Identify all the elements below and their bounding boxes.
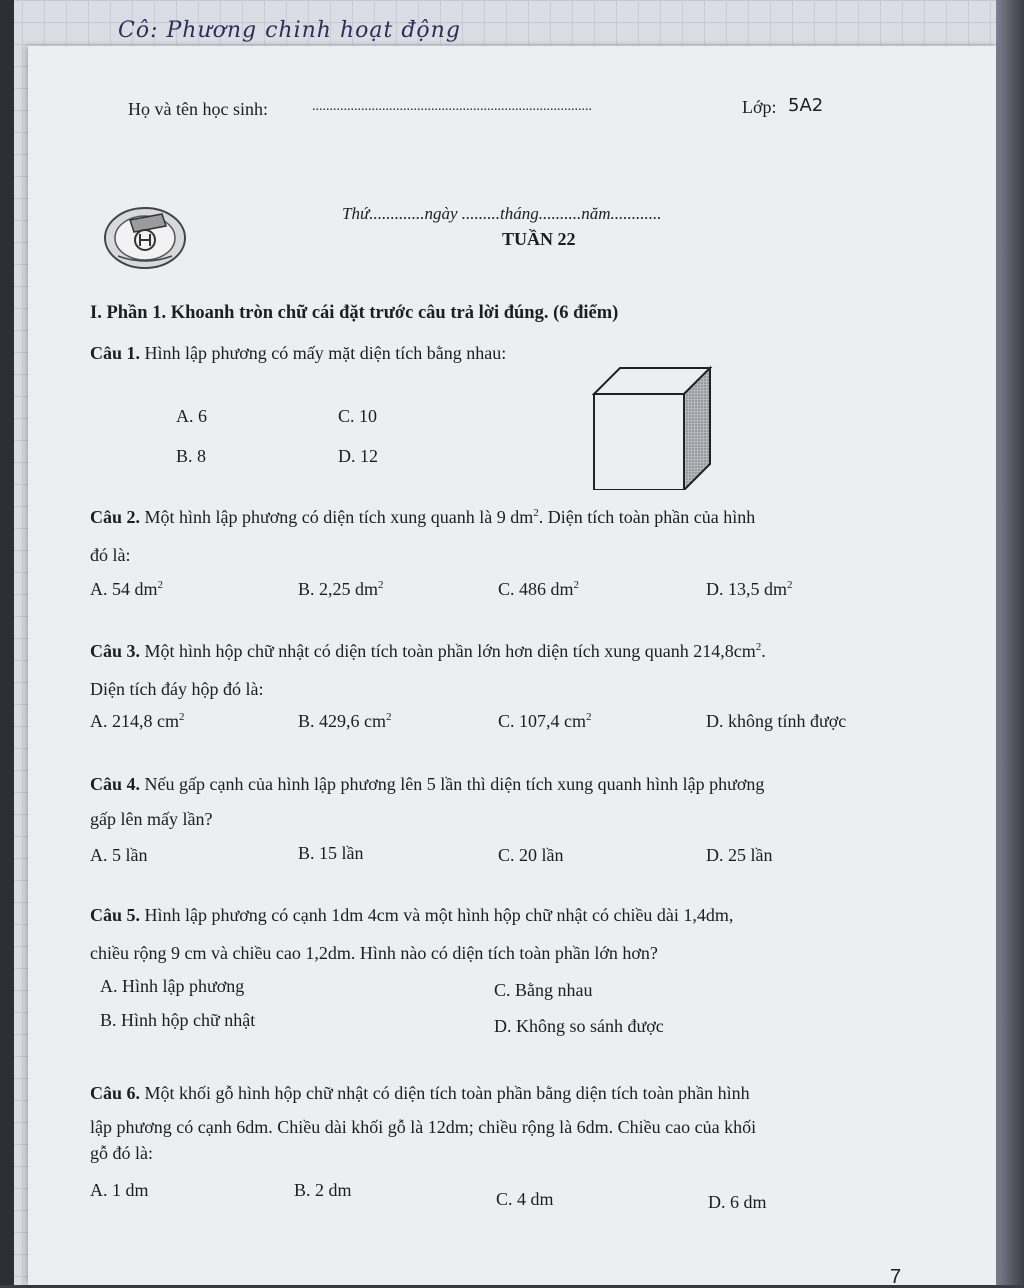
q5-option-b[interactable]: B. Hình hộp chữ nhật: [100, 1010, 256, 1030]
date-line: Thứ.............ngày .........tháng..........năm............: [342, 204, 662, 223]
question-2-text-b: . Diện tích toàn phần của hình: [538, 507, 756, 527]
question-4-label: Câu 4.: [90, 774, 141, 794]
question-5-label: Câu 5.: [90, 905, 141, 925]
q2-option-c[interactable]: C. 486 $dm^2$: [498, 579, 580, 599]
q2-sup: 2: [533, 507, 539, 519]
question-6-text: Một khối gỗ hình hộp chữ nhật có diện tích toàn phần bằng diện tích toàn phần hình: [144, 1083, 750, 1103]
q4-option-b[interactable]: B. 15 lần: [298, 843, 364, 863]
question-1-label: Câu 1.: [90, 343, 141, 363]
question-6-label: Câu 6.: [90, 1083, 141, 1103]
question-3-label: Câu 3.: [90, 641, 141, 661]
question-3-line-2: Diện tích đáy hộp đó là:: [90, 679, 264, 699]
class-label: Lớp:: [742, 97, 777, 117]
question-2-text-a: Một hình lập phương có diện tích xung quanh là 9 dm: [144, 507, 534, 527]
q5-option-c[interactable]: C. Bằng nhau: [494, 980, 593, 1000]
week-title: TUẦN 22: [502, 229, 576, 249]
q3-option-a[interactable]: A. 214,8 $cm^2$: [90, 711, 185, 731]
q3-option-d[interactable]: D. không tính được: [706, 711, 847, 731]
q6-option-d[interactable]: D. 6 dm: [708, 1192, 767, 1212]
page-number: 7: [890, 1266, 902, 1288]
cube-figure: [590, 364, 716, 490]
question-3-line-1: [90, 640, 766, 662]
school-logo: [100, 198, 190, 272]
student-name-label: Họ và tên học sinh:: [128, 99, 268, 119]
question-5-text: Hình lập phương có cạnh 1dm 4cm và một hình hộp chữ nhật có chiều dài 1,4dm,: [144, 905, 734, 925]
q1-option-d[interactable]: D. 12: [338, 446, 378, 466]
question-6-line-1: [90, 1082, 750, 1104]
question-4-text: Nếu gấp cạnh của hình lập phương lên 5 lần thì diện tích xung quanh hình lập phương: [144, 774, 765, 794]
q4-option-a[interactable]: A. 5 lần: [90, 845, 148, 865]
question-4-line-2: gấp lên mấy lần?: [90, 809, 213, 829]
q3-option-c[interactable]: C. 107,4 $cm^2$: [498, 711, 592, 731]
question-2-line-1: [90, 506, 755, 528]
q6-option-b[interactable]: B. 2 dm: [294, 1180, 352, 1200]
class-value: 5A2: [788, 95, 824, 116]
q6-option-a[interactable]: A. 1 dm: [90, 1180, 149, 1200]
worksheet-page: [28, 46, 996, 1288]
question-4-line-1: [90, 773, 764, 795]
handwritten-note: Cô: Phương chinh hoạt động: [118, 18, 461, 43]
q4-option-c[interactable]: C. 20 lần: [498, 845, 564, 865]
q1-option-a[interactable]: A. 6: [176, 406, 207, 426]
q1-option-c[interactable]: C. 10: [338, 406, 378, 426]
q2-option-a[interactable]: A. 54 $dm^2$: [90, 579, 163, 599]
question-2-line-2: đó là:: [90, 545, 131, 565]
question-1: [90, 342, 506, 364]
q2-option-b[interactable]: B. 2,25 $dm^2$: [298, 579, 384, 599]
right-shadow-strip: [996, 0, 1024, 1285]
q1-option-b[interactable]: B. 8: [176, 446, 207, 466]
q2-option-d[interactable]: D. 13,5 $dm^2$: [706, 579, 793, 599]
notebook-edge: [0, 0, 14, 1285]
q4-option-d[interactable]: D. 25 lần: [706, 845, 773, 865]
student-name-line: ................................................................................: [312, 99, 592, 114]
question-6-line-2: lập phương có cạnh 6dm. Chiều dài khối gỗ là 12dm; chiều rộng là 6dm. Chiều cao của khối: [90, 1117, 757, 1137]
question-3-text-a: Một hình hộp chữ nhật có diện tích toàn phần lớn hơn diện tích xung quanh 214,8cm: [144, 641, 756, 661]
question-1-text: Hình lập phương có mấy mặt diện tích bằng nhau:: [144, 343, 507, 363]
question-2-label: Câu 2.: [90, 507, 141, 527]
question-6-line-3: gỗ đó là:: [90, 1143, 153, 1163]
section-title: I. Phần 1. Khoanh tròn chữ cái đặt trước câu trả lời đúng. (6 điểm): [90, 303, 619, 323]
question-5-line-2: chiều rộng 9 cm và chiều cao 1,2dm. Hình nào có diện tích toàn phần lớn hơn?: [90, 943, 658, 963]
q6-option-c[interactable]: C. 4 dm: [496, 1189, 554, 1209]
q3-sup: 2: [755, 641, 762, 653]
q5-option-a[interactable]: A. Hình lập phương: [100, 976, 245, 996]
question-3-text-b: .: [761, 641, 766, 661]
q3-option-b[interactable]: B. 429,6 $cm^2$: [298, 711, 392, 731]
question-5-line-1: [90, 904, 733, 926]
q5-option-d[interactable]: D. Không so sánh được: [494, 1016, 664, 1036]
